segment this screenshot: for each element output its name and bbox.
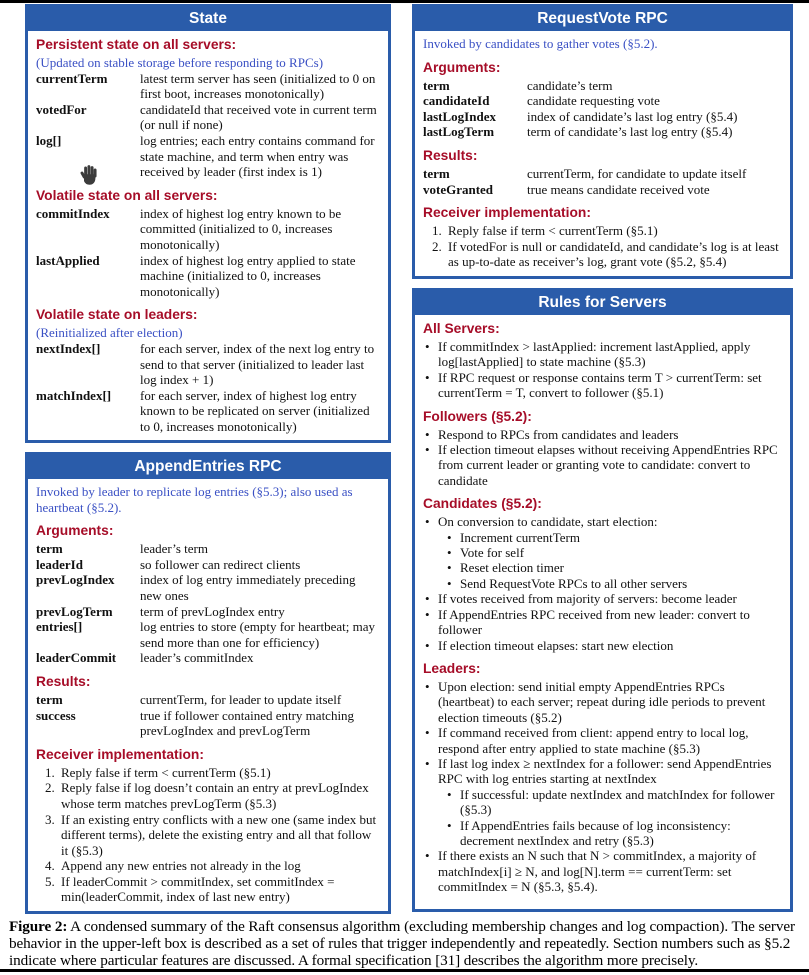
bullet-dot: •	[425, 848, 430, 864]
entry-term: commitIndex	[36, 205, 110, 221]
numbered-item: 2. Reply false if log doesn’t contain an entry at prevLogIndex whose term matches prevLogTerm (§5.3)	[58, 780, 380, 811]
entry-desc: index of highest log entry known to be committed (initialized to 0, increases monotonically)	[140, 205, 342, 252]
bullet-dot: •	[425, 755, 430, 771]
bullet-dot: •	[425, 426, 430, 442]
entry-term: prevLogIndex	[36, 572, 115, 588]
entry-desc: latest term server has seen (initialized to 0 on first boot, increases monotonically)	[140, 70, 376, 102]
bullet-dot: •	[447, 529, 452, 545]
request-vote-box	[412, 4, 793, 279]
state-box-title: State	[28, 7, 388, 31]
bullet-dot: •	[447, 575, 452, 591]
entry-desc: currentTerm, for candidate to update itself	[527, 165, 747, 181]
entry-desc: candidate’s term	[527, 77, 613, 93]
entry-term: matchIndex[]	[36, 387, 112, 403]
section-note: (Reinitialized after election)	[36, 325, 183, 341]
sub-bullet-item	[445, 560, 782, 575]
entry-desc: leader’s term	[140, 541, 208, 557]
bullet-item	[423, 514, 782, 529]
bullet-dot: •	[447, 786, 452, 802]
bullet-list	[423, 514, 782, 653]
section-heading: All Servers:	[423, 321, 500, 336]
numbered-item: 1. Reply false if term < currentTerm (§5.1)	[58, 765, 380, 781]
section	[423, 147, 782, 197]
rules-for-servers-box-body	[415, 315, 790, 901]
bullet-item	[423, 442, 782, 488]
bullet-dot: •	[425, 369, 430, 385]
grab-hand-cursor	[77, 163, 102, 190]
sub-bullet-text: Send RequestVote RPCs to all other servers	[460, 575, 688, 591]
bullet-dot: •	[447, 545, 452, 561]
bullet-text: If election timeout elapses: start new election	[438, 637, 674, 653]
section-heading: Results:	[36, 673, 91, 689]
section-heading: Arguments:	[36, 523, 114, 539]
entry-desc: leader’s commitIndex	[140, 650, 254, 666]
section-heading: Volatile state on all servers:	[36, 187, 218, 203]
definition-list	[423, 78, 782, 140]
section	[423, 660, 782, 895]
bullet-dot: •	[425, 514, 430, 530]
entry-desc: term of prevLogIndex entry	[140, 603, 285, 619]
bullet-dot: •	[425, 339, 430, 354]
bullet-text: If RPC request or response contains term T > currentTerm: set currentTerm = T, convert to follower (§5.1)	[438, 369, 762, 401]
bullet-text: If votes received from majority of servers: become leader	[438, 591, 737, 607]
bullet-text: If command received from client: append entry to local log, respond after entry applied to state machine (§5.3)	[438, 725, 749, 756]
section-heading: Persistent state on all servers:	[36, 37, 237, 52]
section	[423, 320, 782, 401]
numbered-item: 3. If an existing entry conflicts with a new one (same index but different terms), delete the existing entry and all that follow it (§5.3)	[58, 812, 380, 859]
numbered-item: 4. Append any new entries not already in the log	[58, 858, 380, 874]
bullet-dot: •	[425, 606, 430, 622]
section-heading: Receiver implementation:	[423, 205, 591, 221]
bullet-dot: •	[425, 591, 430, 607]
bullet-text: If AppendEntries RPC received from new leader: convert to follower	[438, 606, 750, 638]
entry-desc: candidate requesting vote	[527, 93, 660, 109]
top-rule	[0, 0, 809, 3]
section	[36, 522, 380, 666]
entry-term: entries[]	[36, 619, 83, 635]
sub-bullet-text: If AppendEntries fails because of log inconsistency: decrement nextIndex and retry (§5.3)	[460, 817, 731, 848]
numbered-item: 5. If leaderCommit > commitIndex, set commitIndex = min(leaderCommit, index of last new entry)	[58, 874, 380, 905]
state-box	[25, 4, 391, 443]
rules-for-servers-box-title: Rules for Servers	[415, 291, 790, 315]
section-heading: Candidates (§5.2):	[423, 496, 542, 512]
section	[423, 408, 782, 489]
sub-bullet-item	[445, 530, 782, 545]
numbered-list	[36, 765, 380, 905]
bottom-rule	[0, 969, 809, 972]
entry-term: votedFor	[36, 101, 87, 117]
entry-term: nextIndex[]	[36, 340, 101, 356]
bullet-text: Upon election: send initial empty AppendEntries RPCs (heartbeat) to each server; repeat during idle periods to prevent election timeouts (§5.2)	[438, 678, 766, 725]
left-column	[25, 4, 391, 914]
entry-desc: true means candidate received vote	[527, 181, 710, 197]
entry-desc: true if follower contained entry matching prevLogIndex and prevLogTerm	[140, 707, 355, 739]
request-vote-box-title: RequestVote RPC	[415, 7, 790, 31]
bullet-text: If commitIndex > lastApplied: increment lastApplied, apply log[lastApplied] to state machine (§5.3)	[438, 339, 751, 370]
entry-term: leaderId	[36, 556, 83, 572]
section	[423, 59, 782, 140]
bullet-dot: •	[425, 678, 430, 694]
bullet-item	[423, 725, 782, 756]
definition-list	[36, 541, 380, 666]
entry-desc: log entries to store (empty for heartbeat; may send more than one for efficiency)	[140, 619, 376, 650]
bullet-list	[423, 679, 782, 895]
sub-bullet-item	[445, 818, 782, 849]
entry-desc: term of candidate’s last log entry (§5.4)	[527, 124, 733, 140]
entry-term: voteGranted	[423, 181, 494, 197]
numbered-list	[423, 223, 782, 270]
bullet-list	[423, 339, 782, 401]
entry-desc: log entries; each entry contains command for state machine, and term when entry was received by leader (first index is 1)	[140, 132, 375, 180]
section	[423, 204, 782, 270]
right-column	[412, 4, 793, 912]
bullet-text: If last log index ≥ nextIndex for a follower: send AppendEntries RPC with log entries starting at nextIndex	[438, 755, 772, 787]
section	[423, 495, 782, 653]
append-entries-box-body	[28, 479, 388, 911]
section	[36, 673, 380, 739]
bullet-dot: •	[425, 442, 430, 458]
entry-term: leaderCommit	[36, 650, 117, 666]
entry-desc: so follower can redirect clients	[140, 556, 301, 572]
section-heading: Results:	[423, 147, 478, 163]
bullet-dot: •	[447, 560, 452, 576]
sub-bullet-text: Increment currentTerm	[460, 529, 580, 545]
rules-for-servers-box	[412, 288, 793, 912]
entry-desc: for each server, index of the next log entry to send to that server (initialized to leader last log index + 1)	[140, 340, 375, 388]
entry-term: term	[423, 165, 450, 181]
state-box-body	[28, 31, 388, 440]
sub-bullet-item	[445, 576, 782, 591]
bullet-dot: •	[425, 637, 430, 653]
numbered-item: 2. If votedFor is null or candidateId, and candidate’s log is at least as up-to-date as receiver’s log, grant vote (§5.2, §5.4)	[445, 239, 782, 270]
box-intro-note: Invoked by leader to replicate log entries (§5.3); also used as heartbeat (§5.2).	[36, 484, 353, 515]
section-heading: Volatile state on leaders:	[36, 307, 198, 323]
caption-label: Figure 2:	[9, 918, 68, 935]
bullet-text: On conversion to candidate, start election:	[438, 514, 658, 530]
bullet-dot: •	[447, 817, 452, 833]
bullet-text: If election timeout elapses without receiving AppendEntries RPC from current leader or granting vote to candidate: convert to candidate	[438, 442, 778, 488]
definition-list	[36, 341, 380, 435]
entry-term: candidateId	[423, 93, 490, 109]
entry-term: lastLogIndex	[423, 108, 496, 124]
sub-bullet-text: If successful: update nextIndex and matchIndex for follower (§5.3)	[460, 786, 775, 818]
section-heading: Followers (§5.2):	[423, 408, 532, 424]
bullet-dot: •	[425, 725, 430, 741]
entry-desc: index of candidate’s last log entry (§5.4)	[527, 108, 738, 124]
section	[36, 306, 380, 434]
entry-desc: index of highest log entry applied to state machine (initialized to 0, increases monotonically)	[140, 252, 356, 299]
box-intro-note: Invoked by candidates to gather votes (§5.2).	[423, 36, 658, 51]
bullet-item	[423, 339, 782, 370]
entry-desc: for each server, index of highest log entry known to be replicated on server (initialized to 0, increases monotonically)	[140, 387, 370, 434]
bullet-text: Respond to RPCs from candidates and leaders	[438, 426, 679, 442]
bullet-item	[423, 638, 782, 653]
sub-bullet-item	[445, 545, 782, 560]
definition-list	[36, 206, 380, 300]
caption-text: A condensed summary of the Raft consensus algorithm (excluding membership changes and log compaction). The server behavior in the upper-left box is described as a set of rules that trigger independently and repeatedly. Section numbers such as §5.2 indicate where particular features are discussed. A formal specification [31] describes the algorithm more precisely.	[9, 918, 795, 969]
bullet-text: If there exists an N such that N > commitIndex, a majority of matchIndex[i] ≥ N, and log[N].term == currentTerm: set commitIndex = N (§5.3, §5.4).	[438, 848, 757, 895]
section-heading: Leaders:	[423, 660, 481, 676]
definition-list	[423, 166, 782, 197]
bullet-list	[423, 427, 782, 489]
entry-term: term	[36, 541, 63, 557]
sub-bullet-item	[445, 787, 782, 818]
entry-term: prevLogTerm	[36, 603, 113, 619]
entry-term: lastLogTerm	[423, 124, 495, 140]
entry-term: term	[36, 691, 63, 707]
bullet-item	[423, 591, 782, 606]
figure-caption	[9, 918, 801, 969]
numbered-item: 1. Reply false if term < currentTerm (§5.1)	[445, 223, 782, 239]
section-heading: Arguments:	[423, 59, 501, 75]
request-vote-box-body	[415, 31, 790, 276]
bullet-item	[423, 756, 782, 787]
entry-term: currentTerm	[36, 70, 108, 86]
definition-list	[36, 692, 380, 739]
append-entries-box	[25, 452, 391, 914]
entry-desc: index of log entry immediately preceding new ones	[140, 572, 356, 603]
bullet-item	[423, 427, 782, 442]
section	[36, 36, 380, 180]
bullet-item	[423, 607, 782, 638]
section	[36, 187, 380, 300]
bullet-item	[423, 848, 782, 894]
entry-desc: candidateId that received vote in current term (or null if none)	[140, 101, 377, 133]
section-heading: Receiver implementation:	[36, 746, 204, 762]
sub-bullet-text: Vote for self	[460, 545, 525, 561]
entry-desc: currentTerm, for leader to update itself	[140, 691, 342, 707]
section	[36, 746, 380, 905]
entry-term: success	[36, 707, 76, 723]
append-entries-box-title: AppendEntries RPC	[28, 455, 388, 479]
entry-term: log[]	[36, 132, 62, 148]
bullet-item	[423, 370, 782, 401]
entry-term: term	[423, 77, 450, 93]
entry-term: lastApplied	[36, 252, 100, 268]
bullet-item	[423, 679, 782, 725]
section-note: (Updated on stable storage before responding to RPCs)	[36, 55, 324, 70]
sub-bullet-text: Reset election timer	[460, 560, 564, 576]
